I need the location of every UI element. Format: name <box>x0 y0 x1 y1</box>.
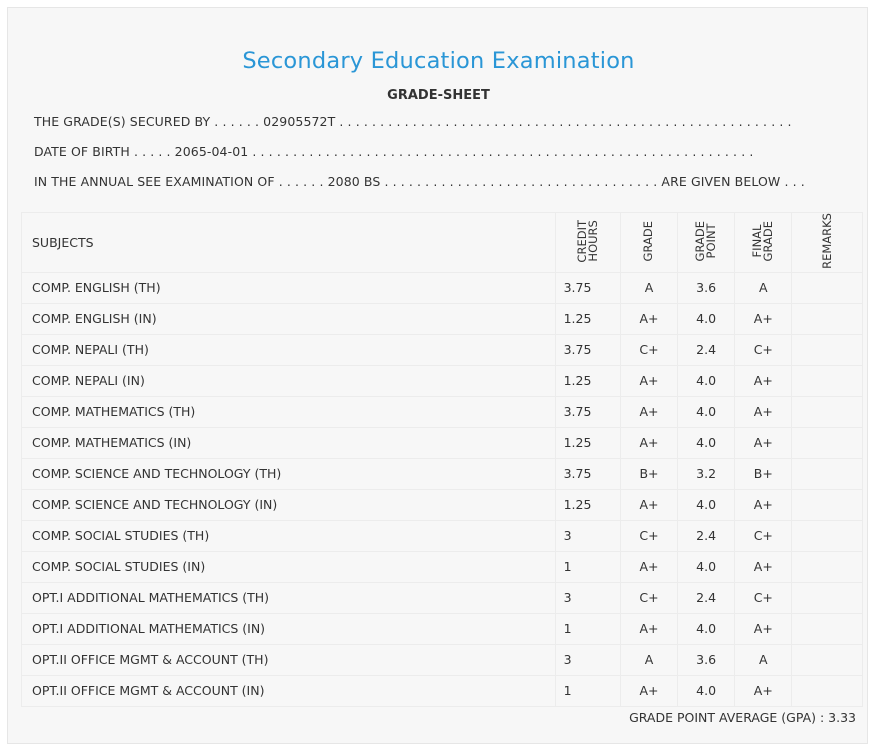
remarks-cell <box>792 365 863 396</box>
examination-line: IN THE ANNUAL SEE EXAMINATION OF . . . . . . 2080 BS . . . . . . . . . . . . . . . . . . . . . . . . . . . . . . . . . . ARE GIVEN BELOW . . . <box>34 174 805 189</box>
final-grade-cell: A+ <box>735 613 792 644</box>
remarks-cell <box>792 582 863 613</box>
table-row <box>22 675 863 706</box>
secured-by-line: THE GRADE(S) SECURED BY . . . . . . 02905572T . . . . . . . . . . . . . . . . . . . . . . . . . . . . . . . . . . . . . . . . . . . . . . . . . . . . . . . . <box>34 114 792 129</box>
credit-hours-cell: 1.25 <box>555 427 620 458</box>
grade-cell: A <box>620 272 677 303</box>
grade-point-cell: 4.0 <box>678 396 735 427</box>
final-grade-cell: A+ <box>735 365 792 396</box>
grade-cell: A+ <box>620 613 677 644</box>
subject-cell: COMP. NEPALI (TH) <box>22 334 556 365</box>
header-grade-point <box>678 213 735 273</box>
remarks-cell <box>792 458 863 489</box>
grade-cell: C+ <box>620 520 677 551</box>
table-row <box>22 365 863 396</box>
grade-point-cell: 4.0 <box>678 427 735 458</box>
final-grade-cell: C+ <box>735 334 792 365</box>
header-subjects: SUBJECTS <box>22 213 556 273</box>
exam-title: Secondary Education Examination <box>242 48 635 74</box>
final-grade-cell: A+ <box>735 675 792 706</box>
header-final-grade <box>735 213 792 273</box>
final-grade-cell: C+ <box>735 582 792 613</box>
grade-cell: C+ <box>620 582 677 613</box>
credit-hours-cell: 3.75 <box>555 396 620 427</box>
grades-table <box>21 212 863 707</box>
final-grade-cell: A+ <box>735 427 792 458</box>
remarks-cell <box>792 396 863 427</box>
remarks-cell <box>792 272 863 303</box>
table-row <box>22 427 863 458</box>
date-of-birth-line: DATE OF BIRTH . . . . . 2065-04-01 . . . . . . . . . . . . . . . . . . . . . . . . . . . . . . . . . . . . . . . . . . . . . . . . . . . . . . . . . . . . . . <box>34 144 754 159</box>
grade-cell: A+ <box>620 675 677 706</box>
grade-cell: A+ <box>620 489 677 520</box>
subject-cell: COMP. SCIENCE AND TECHNOLOGY (TH) <box>22 458 556 489</box>
header-final-grade-label: FINAL GRADE <box>750 220 776 262</box>
subject-cell: COMP. ENGLISH (TH) <box>22 272 556 303</box>
credit-hours-cell: 3 <box>555 520 620 551</box>
header-grade-point-label: GRADE POINT <box>693 220 719 262</box>
final-grade-cell: A+ <box>735 551 792 582</box>
remarks-cell <box>792 675 863 706</box>
subject-cell: COMP. SOCIAL STUDIES (IN) <box>22 551 556 582</box>
remarks-cell <box>792 489 863 520</box>
credit-hours-cell: 3.75 <box>555 458 620 489</box>
remarks-cell <box>792 427 863 458</box>
grade-sheet-panel <box>7 7 868 744</box>
subject-cell: OPT.II OFFICE MGMT & ACCOUNT (TH) <box>22 644 556 675</box>
subject-cell: COMP. NEPALI (IN) <box>22 365 556 396</box>
grade-point-cell: 4.0 <box>678 551 735 582</box>
table-row <box>22 582 863 613</box>
grade-cell: C+ <box>620 334 677 365</box>
grade-point-cell: 4.0 <box>678 489 735 520</box>
grade-point-cell: 2.4 <box>678 520 735 551</box>
credit-hours-cell: 1.25 <box>555 303 620 334</box>
table-row <box>22 272 863 303</box>
final-grade-cell: A+ <box>735 489 792 520</box>
remarks-cell <box>792 520 863 551</box>
grade-point-cell: 3.6 <box>678 272 735 303</box>
table-row <box>22 644 863 675</box>
subject-cell: COMP. SCIENCE AND TECHNOLOGY (IN) <box>22 489 556 520</box>
grade-cell: A+ <box>620 551 677 582</box>
grade-cell: A+ <box>620 303 677 334</box>
grade-point-cell: 3.2 <box>678 458 735 489</box>
subject-cell: OPT.II OFFICE MGMT & ACCOUNT (IN) <box>22 675 556 706</box>
subject-cell: COMP. MATHEMATICS (IN) <box>22 427 556 458</box>
grade-point-cell: 4.0 <box>678 303 735 334</box>
final-grade-cell: A+ <box>735 303 792 334</box>
subject-cell: OPT.I ADDITIONAL MATHEMATICS (IN) <box>22 613 556 644</box>
grade-cell: A+ <box>620 365 677 396</box>
subject-cell: COMP. ENGLISH (IN) <box>22 303 556 334</box>
subject-cell: COMP. SOCIAL STUDIES (TH) <box>22 520 556 551</box>
final-grade-cell: A <box>735 644 792 675</box>
gpa-summary: GRADE POINT AVERAGE (GPA) : 3.33 <box>629 710 856 725</box>
header-grade-label: GRADE <box>641 220 656 262</box>
grade-point-cell: 4.0 <box>678 675 735 706</box>
credit-hours-cell: 3 <box>555 582 620 613</box>
final-grade-cell: A+ <box>735 396 792 427</box>
table-row <box>22 551 863 582</box>
table-row <box>22 520 863 551</box>
credit-hours-cell: 1.25 <box>555 365 620 396</box>
table-row <box>22 396 863 427</box>
remarks-cell <box>792 644 863 675</box>
credit-hours-cell: 1 <box>555 613 620 644</box>
grade-point-cell: 4.0 <box>678 613 735 644</box>
grade-point-cell: 2.4 <box>678 582 735 613</box>
subject-cell: COMP. MATHEMATICS (TH) <box>22 396 556 427</box>
grade-point-cell: 3.6 <box>678 644 735 675</box>
table-row <box>22 458 863 489</box>
table-row <box>22 334 863 365</box>
credit-hours-cell: 3 <box>555 644 620 675</box>
remarks-cell <box>792 613 863 644</box>
remarks-cell <box>792 303 863 334</box>
grade-cell: A <box>620 644 677 675</box>
grade-point-cell: 4.0 <box>678 365 735 396</box>
credit-hours-cell: 1.25 <box>555 489 620 520</box>
header-credit-hours-label: CREDIT HOURS <box>574 219 600 263</box>
final-grade-cell: B+ <box>735 458 792 489</box>
table-row <box>22 613 863 644</box>
credit-hours-cell: 1 <box>555 675 620 706</box>
grade-cell: B+ <box>620 458 677 489</box>
credit-hours-cell: 3.75 <box>555 334 620 365</box>
grade-cell: A+ <box>620 427 677 458</box>
grade-sheet-heading: GRADE-SHEET <box>387 88 490 103</box>
subject-cell: OPT.I ADDITIONAL MATHEMATICS (TH) <box>22 582 556 613</box>
table-header-row <box>22 213 863 273</box>
credit-hours-cell: 3.75 <box>555 272 620 303</box>
remarks-cell <box>792 551 863 582</box>
header-credit-hours <box>555 213 620 273</box>
header-remarks <box>792 213 863 273</box>
grade-point-cell: 2.4 <box>678 334 735 365</box>
remarks-cell <box>792 334 863 365</box>
credit-hours-cell: 1 <box>555 551 620 582</box>
table-row <box>22 489 863 520</box>
grade-cell: A+ <box>620 396 677 427</box>
header-remarks-label: REMARKS <box>819 213 834 269</box>
header-grade <box>620 213 677 273</box>
table-row <box>22 303 863 334</box>
final-grade-cell: C+ <box>735 520 792 551</box>
final-grade-cell: A <box>735 272 792 303</box>
